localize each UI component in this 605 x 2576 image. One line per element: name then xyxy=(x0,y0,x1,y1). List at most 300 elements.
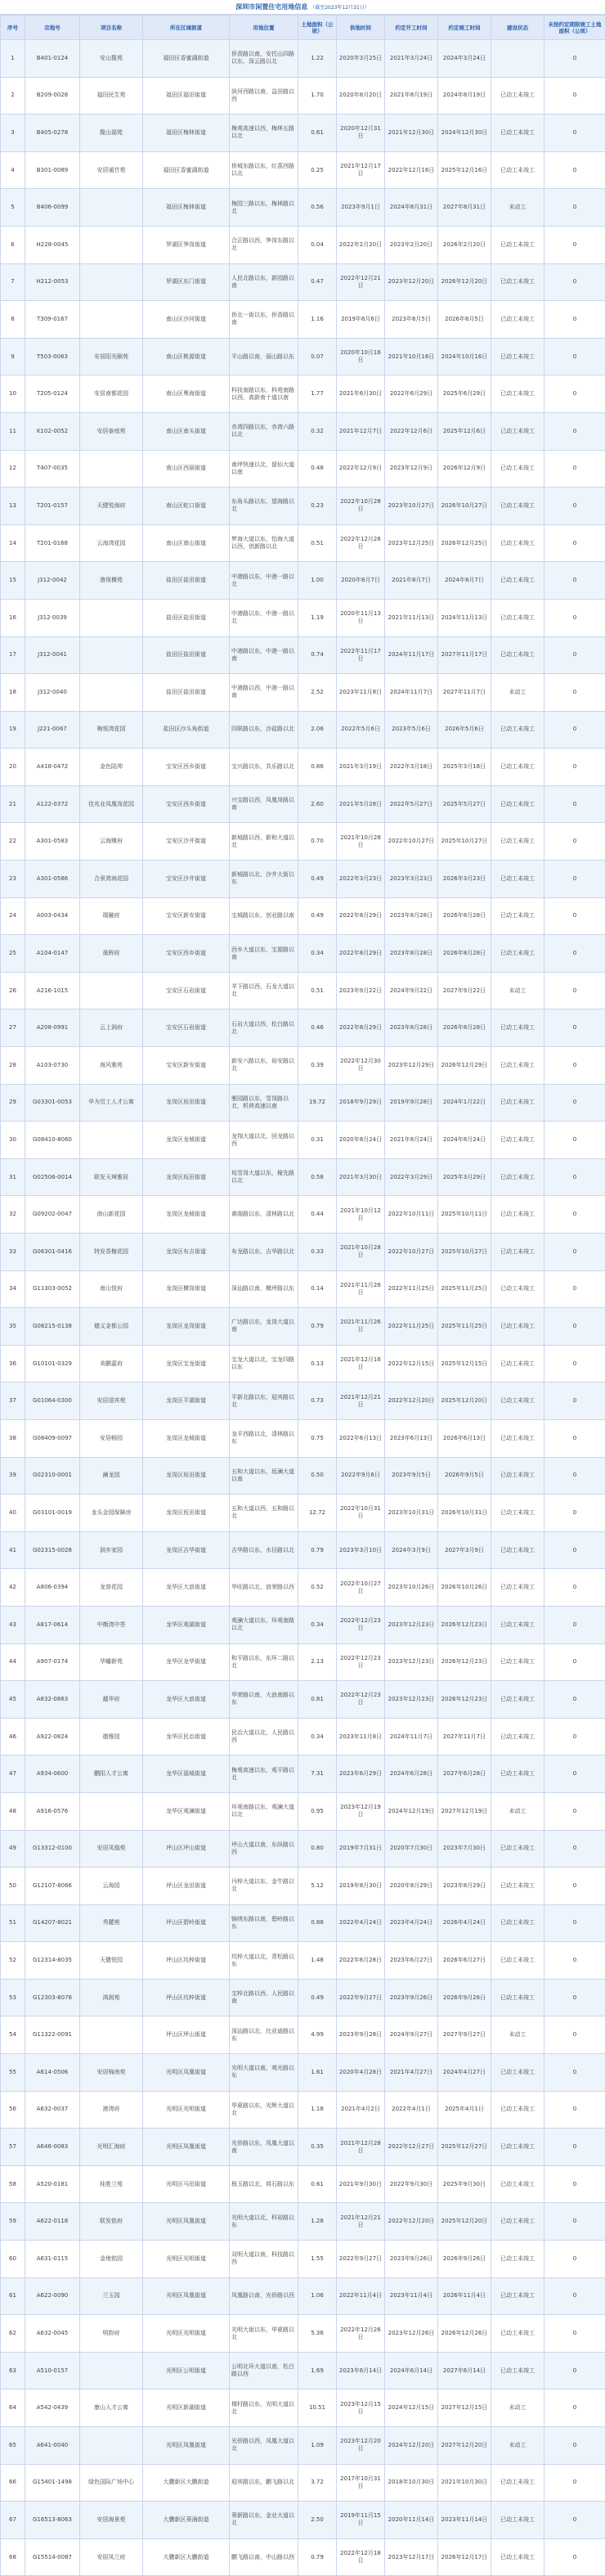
cell-finish: 2024年4月27日 xyxy=(438,2054,491,2092)
cell-start: 2023年12月23日 xyxy=(385,1606,438,1643)
cell-overdue: 0 xyxy=(544,2502,605,2539)
cell-area: 0.07 xyxy=(298,338,337,375)
cell-finish: 2027年9月27日 xyxy=(438,2016,491,2054)
cell-start: 2024年6月14日 xyxy=(385,2352,438,2389)
cell-project: 云海园 xyxy=(80,1868,143,1905)
cell-finish: 2026年12月17日 xyxy=(438,2538,491,2576)
cell-area: 0.49 xyxy=(298,897,337,935)
cell-supply: 2023年11月8日 xyxy=(337,1718,385,1756)
cell-supply: 2022年12月23日 xyxy=(337,1681,385,1719)
cell-no: 38 xyxy=(1,1419,25,1457)
cell-supply: 2021年3月19日 xyxy=(337,749,385,786)
cell-overdue: 0 xyxy=(544,2241,605,2278)
cell-parcel: A631-0115 xyxy=(25,2241,80,2278)
cell-status: 已动工未竣工 xyxy=(491,1718,544,1756)
cell-status: 已动工未竣工 xyxy=(491,338,544,375)
cell-district: 盐田区盐田街道 xyxy=(143,674,230,712)
cell-no: 5 xyxy=(1,189,25,227)
table-row xyxy=(1,2502,605,2539)
cell-overdue: 0 xyxy=(544,972,605,1009)
cell-finish: 2025年10月27日 xyxy=(438,1234,491,1271)
cell-location: 华夏路以东，光辉大道以北 xyxy=(230,2091,298,2129)
header-area: 土地面积（公顷） xyxy=(298,16,337,40)
cell-location: 光明大道以北，科裕路以东 xyxy=(230,2203,298,2241)
cell-parcel: H228-0045 xyxy=(25,226,80,263)
cell-status: 已动工未竣工 xyxy=(491,1569,544,1607)
cell-parcel: B405-0278 xyxy=(25,115,80,152)
table-row xyxy=(1,1868,605,1905)
cell-project: 越华府 xyxy=(80,1681,143,1719)
cell-project: 天健悦园 xyxy=(80,1942,143,1980)
cell-no: 30 xyxy=(1,1122,25,1159)
cell-district: 龙岗区坂田街道 xyxy=(143,1495,230,1532)
cell-finish: 2026年6月13日 xyxy=(438,1419,491,1457)
table-row xyxy=(1,488,605,525)
cell-location: 葵新路以东，金业大道以北 xyxy=(230,2502,298,2539)
cell-status: 已动工未竣工 xyxy=(491,301,544,339)
cell-area: 0.86 xyxy=(298,749,337,786)
cell-start: 2023年6月13日 xyxy=(385,1419,438,1457)
cell-parcel: T503-0063 xyxy=(25,338,80,375)
cell-district: 盐田区盐田街道 xyxy=(143,636,230,674)
cell-status: 已动工未竣工 xyxy=(491,1234,544,1271)
cell-overdue: 0 xyxy=(544,1495,605,1532)
cell-district: 龙岗区龙岗街道 xyxy=(143,1308,230,1346)
cell-status: 已动工未竣工 xyxy=(491,2352,544,2389)
cell-area: 0.44 xyxy=(298,1196,337,1234)
cell-project: 合景湾海花园 xyxy=(80,861,143,898)
cell-overdue: 0 xyxy=(544,1531,605,1569)
cell-status: 已动工未竣工 xyxy=(491,1868,544,1905)
cell-parcel: T407-0035 xyxy=(25,450,80,488)
cell-district: 龙岗区龙城街道 xyxy=(143,1122,230,1159)
cell-parcel: A510-0157 xyxy=(25,2352,80,2389)
cell-area: 0.50 xyxy=(298,1457,337,1495)
cell-parcel: B406-0099 xyxy=(25,189,80,227)
cell-finish: 2025年10月27日 xyxy=(438,823,491,861)
cell-overdue: 0 xyxy=(544,338,605,375)
cell-supply: 2021年12月16日 xyxy=(337,1345,385,1382)
cell-project: 南山新花园 xyxy=(80,1196,143,1234)
cell-finish: 2026年12月23日 xyxy=(438,1681,491,1719)
cell-project xyxy=(80,301,143,339)
cell-location: 深汕路以南，横坪路以东 xyxy=(230,1270,298,1308)
cell-location: 四联路以东，沙盐路以北 xyxy=(230,711,298,749)
cell-area: 1.48 xyxy=(298,1942,337,1980)
cell-no: 8 xyxy=(1,301,25,339)
cell-no: 44 xyxy=(1,1643,25,1681)
cell-project: 明韵府 xyxy=(80,2315,143,2353)
cell-status: 已动工未竣工 xyxy=(491,1345,544,1382)
table-row xyxy=(1,2016,605,2054)
table-row xyxy=(1,861,605,898)
cell-no: 19 xyxy=(1,711,25,749)
cell-location: 环观南路以东，观澜大道以北 xyxy=(230,1792,298,1830)
cell-start: 2022年6月29日 xyxy=(385,375,438,413)
cell-supply: 2022年12月30日 xyxy=(337,1047,385,1085)
cell-finish: 2027年12月15日 xyxy=(438,2389,491,2427)
cell-finish: 2026年12月23日 xyxy=(438,1606,491,1643)
cell-start: 2022年5月27日 xyxy=(385,785,438,823)
cell-supply: 2021年6月30日 xyxy=(337,375,385,413)
cell-supply: 2023年12月15日 xyxy=(337,2389,385,2427)
cell-overdue: 0 xyxy=(544,151,605,189)
cell-supply: 2023年11月8日 xyxy=(337,674,385,712)
cell-finish: 2025年5月27日 xyxy=(438,785,491,823)
cell-overdue: 0 xyxy=(544,2464,605,2502)
cell-parcel: G03101-0019 xyxy=(25,1495,80,1532)
cell-status: 已动工未竣工 xyxy=(491,263,544,301)
cell-start: 2022年11月25日 xyxy=(385,1270,438,1308)
cell-parcel: G16513-8063 xyxy=(25,2502,80,2539)
cell-overdue: 0 xyxy=(544,1681,605,1719)
cell-location: 观澜大道以东，环观南路以北 xyxy=(230,1606,298,1643)
cell-district: 光明区凤凰街道 xyxy=(143,2427,230,2465)
cell-overdue: 0 xyxy=(544,2165,605,2203)
cell-parcel: J312-0041 xyxy=(25,636,80,674)
cell-no: 61 xyxy=(1,2277,25,2315)
table-row xyxy=(1,1643,605,1681)
cell-status: 已动工未竣工 xyxy=(491,1047,544,1085)
cell-parcel: A907-0174 xyxy=(25,1643,80,1681)
cell-finish: 2024年10月16日 xyxy=(438,338,491,375)
cell-status: 已动工未竣工 xyxy=(491,823,544,861)
cell-start: 2024年8月31日 xyxy=(385,189,438,227)
cell-status: 已动工未竣工 xyxy=(491,1756,544,1793)
cell-area: 1.16 xyxy=(298,301,337,339)
cell-overdue: 0 xyxy=(544,2054,605,2092)
cell-project: 龙头金园保障房 xyxy=(80,1495,143,1532)
cell-supply: 2022年12月23日 xyxy=(337,1643,385,1681)
cell-project: 晟晖府 xyxy=(80,935,143,973)
cell-supply: 2020年10月16日 xyxy=(337,338,385,375)
cell-supply: 2021年9月30日 xyxy=(337,2165,385,2203)
cell-supply: 2021年4月2日 xyxy=(337,2091,385,2129)
cell-parcel: J312-0039 xyxy=(25,599,80,636)
cell-district: 龙华区福城街道 xyxy=(143,1756,230,1793)
cell-finish: 2026年12月23日 xyxy=(438,1643,491,1681)
cell-project xyxy=(80,2352,143,2389)
cell-overdue: 0 xyxy=(544,2427,605,2465)
cell-finish: 2021年10月30日 xyxy=(438,2464,491,2502)
cell-project xyxy=(80,450,143,488)
cell-start: 2023年2月20日 xyxy=(385,226,438,263)
cell-status: 已动工未竣工 xyxy=(491,1270,544,1308)
cell-supply: 2021年10月12日 xyxy=(337,1196,385,1234)
cell-location: 梅观高速以西，梅林五路以北 xyxy=(230,115,298,152)
table-row xyxy=(1,1792,605,1830)
cell-no: 52 xyxy=(1,1942,25,1980)
cell-district: 坪山区坑梓街道 xyxy=(143,1979,230,2016)
cell-no: 1 xyxy=(1,40,25,78)
cell-parcel: G14207-8021 xyxy=(25,1904,80,1942)
cell-project: 龙普花园 xyxy=(80,1569,143,1607)
page-title xyxy=(0,0,605,15)
cell-district: 光明区凤凰街道 xyxy=(143,2129,230,2166)
cell-finish: 2026年6月5日 xyxy=(438,301,491,339)
cell-overdue: 0 xyxy=(544,1345,605,1382)
cell-start: 2023年12月29日 xyxy=(385,1047,438,1085)
cell-overdue: 0 xyxy=(544,524,605,562)
cell-start: 2021年8月24日 xyxy=(385,1122,438,1159)
cell-area: 0.80 xyxy=(298,1830,337,1868)
cell-overdue: 0 xyxy=(544,1830,605,1868)
table-row xyxy=(1,1569,605,1607)
cell-project: 云上润府 xyxy=(80,1009,143,1047)
cell-area: 0.88 xyxy=(298,1904,337,1942)
cell-no: 40 xyxy=(1,1495,25,1532)
cell-no: 60 xyxy=(1,2241,25,2278)
cell-status: 已动工未竣工 xyxy=(491,412,544,450)
cell-no: 26 xyxy=(1,972,25,1009)
table-row xyxy=(1,77,605,115)
table-row xyxy=(1,1979,605,2016)
cell-parcel: J312-0042 xyxy=(25,562,80,600)
table-row xyxy=(1,1606,605,1643)
cell-no: 15 xyxy=(1,562,25,600)
cell-location: 宝梓北路以西，人民路以南 xyxy=(230,1979,298,2016)
cell-district: 大鹏新区葵涌街道 xyxy=(143,2502,230,2539)
cell-location: 龙翔大道以北，回龙路以西 xyxy=(230,1122,298,1159)
cell-location: 坪山大道以南，东纵路以西 xyxy=(230,1830,298,1868)
cell-no: 6 xyxy=(1,226,25,263)
cell-start: 2024年11月17日 xyxy=(385,636,438,674)
cell-parcel: A622-0118 xyxy=(25,2203,80,2241)
cell-location: 宝兴路以东，共乐路以北 xyxy=(230,749,298,786)
table-row xyxy=(1,2352,605,2389)
cell-no: 33 xyxy=(1,1234,25,1271)
cell-overdue: 0 xyxy=(544,1234,605,1271)
cell-overdue: 0 xyxy=(544,40,605,78)
cell-no: 12 xyxy=(1,450,25,488)
cell-no: 35 xyxy=(1,1308,25,1346)
cell-area: 1.55 xyxy=(298,2241,337,2278)
cell-project: 天健悦海府 xyxy=(80,488,143,525)
cell-district: 福田区梅林街道 xyxy=(143,115,230,152)
cell-area: 0.61 xyxy=(298,2165,337,2203)
cell-project: 港视横苑 xyxy=(80,562,143,600)
cell-status: 已动工未竣工 xyxy=(491,2241,544,2278)
cell-location: 深汕路以北，比亚迪路以东 xyxy=(230,2016,298,2054)
cell-project: 安居迎宾苑 xyxy=(80,1382,143,1420)
cell-overdue: 0 xyxy=(544,1942,605,1980)
cell-location: 迎宾路以东，鹏飞路以北 xyxy=(230,2464,298,2502)
cell-location: 光明大街以东，华夏路以北 xyxy=(230,2315,298,2353)
cell-supply: 2022年4月24日 xyxy=(337,1904,385,1942)
cell-status: 已动工未竣工 xyxy=(491,711,544,749)
cell-status: 未动工 xyxy=(491,972,544,1009)
cell-location: 华旺路以北，浪荣路以西 xyxy=(230,1569,298,1607)
cell-start: 2023年12月17日 xyxy=(385,2538,438,2576)
cell-location: 东角头路以东，望海路以北 xyxy=(230,488,298,525)
cell-district: 龙岗区龙城街道 xyxy=(143,1196,230,1234)
cell-status: 已动工未竣工 xyxy=(491,785,544,823)
cell-start: 2024年12月20日 xyxy=(385,2427,438,2465)
cell-status: 已动工未竣工 xyxy=(491,1196,544,1234)
cell-overdue: 0 xyxy=(544,1196,605,1234)
cell-location: 梅园三路以东，梅林路以北 xyxy=(230,189,298,227)
header-overdue: 未按约定期限竣工土地面积（公顷） xyxy=(544,16,605,40)
cell-project xyxy=(80,674,143,712)
cell-parcel: G09202-0047 xyxy=(25,1196,80,1234)
cell-supply: 2021年11月26日 xyxy=(337,1270,385,1308)
cell-location: 广达路以东，龙岗大道以南 xyxy=(230,1308,298,1346)
cell-overdue: 0 xyxy=(544,2091,605,2129)
cell-parcel: A104-0147 xyxy=(25,935,80,973)
cell-district: 光明区凤凰街道 xyxy=(143,2277,230,2315)
cell-start: 2021年11月13日 xyxy=(385,599,438,636)
cell-status: 已动工未竣工 xyxy=(491,861,544,898)
cell-start: 2024年9月27日 xyxy=(385,2016,438,2054)
cell-district: 龙华区大浪街道 xyxy=(143,1681,230,1719)
cell-start: 2023年12月23日 xyxy=(385,1681,438,1719)
cell-start: 2023年10月31日 xyxy=(385,1495,438,1532)
cell-status: 已动工未竣工 xyxy=(491,1122,544,1159)
cell-overdue: 0 xyxy=(544,226,605,263)
cell-no: 13 xyxy=(1,488,25,525)
cell-start: 2021年4月27日 xyxy=(385,2054,438,2092)
cell-parcel: A520-0181 xyxy=(25,2165,80,2203)
cell-overdue: 0 xyxy=(544,1382,605,1420)
cell-parcel: J221-0067 xyxy=(25,711,80,749)
cell-parcel: A301-0586 xyxy=(25,861,80,898)
cell-area: 10.51 xyxy=(298,2389,337,2427)
cell-district: 龙岗区布吉街道 xyxy=(143,1234,230,1271)
cell-location: 公明北环大道以南，松白路以西 xyxy=(230,2352,298,2389)
cell-start: 2022年12月15日 xyxy=(385,1345,438,1382)
cell-overdue: 0 xyxy=(544,2389,605,2427)
cell-overdue: 0 xyxy=(544,189,605,227)
cell-supply: 2023年9月1日 xyxy=(337,189,385,227)
cell-overdue: 0 xyxy=(544,562,605,600)
cell-location: 梅观高速以东，观平路以北 xyxy=(230,1756,298,1793)
cell-status: 未动工 xyxy=(491,2389,544,2427)
table-row xyxy=(1,897,605,935)
cell-no: 68 xyxy=(1,2538,25,2576)
cell-parcel: G15401-1498 xyxy=(25,2464,80,2502)
cell-area: 0.51 xyxy=(298,972,337,1009)
table-row xyxy=(1,1830,605,1868)
cell-location: 中港路以东，中港一路以北 xyxy=(230,599,298,636)
cell-start: 2022年12月20日 xyxy=(385,1382,438,1420)
cell-district: 南山区沙河街道 xyxy=(143,301,230,339)
cell-overdue: 0 xyxy=(544,2129,605,2166)
table-row xyxy=(1,338,605,375)
cell-no: 53 xyxy=(1,1979,25,2016)
cell-area: 0.48 xyxy=(298,450,337,488)
cell-project: 安山揽苑 xyxy=(80,40,143,78)
cell-overdue: 0 xyxy=(544,2277,605,2315)
cell-district: 龙华区大浪街道 xyxy=(143,1569,230,1607)
land-table xyxy=(0,15,605,2576)
cell-parcel: G08410-8060 xyxy=(25,1122,80,1159)
cell-project: 揽山福苑 xyxy=(80,115,143,152)
cell-project: 德雅园 xyxy=(80,1718,143,1756)
cell-overdue: 0 xyxy=(544,749,605,786)
cell-district: 龙岗区吉华街道 xyxy=(143,1531,230,1569)
cell-parcel: G11322-0091 xyxy=(25,2016,80,2054)
cell-finish: 2023年7月30日 xyxy=(438,1830,491,1868)
table-row xyxy=(1,1345,605,1382)
cell-project: 安居锦南苑 xyxy=(80,2054,143,2092)
cell-district: 宝安区新安街道 xyxy=(143,897,230,935)
cell-no: 55 xyxy=(1,2054,25,2092)
cell-status: 已动工未竣工 xyxy=(491,488,544,525)
cell-start: 2021年3月24日 xyxy=(385,40,438,78)
cell-overdue: 0 xyxy=(544,1643,605,1681)
cell-parcel: G15514-0087 xyxy=(25,2538,80,2576)
cell-district: 福田区福田街道 xyxy=(143,77,230,115)
cell-district: 南山区西丽街道 xyxy=(143,450,230,488)
cell-project: 安居通竹苑 xyxy=(80,151,143,189)
table-row xyxy=(1,674,605,712)
table-row xyxy=(1,2129,605,2166)
cell-district: 龙岗区坂田街道 xyxy=(143,1084,230,1122)
cell-status: 已动工未竣工 xyxy=(491,897,544,935)
cell-project: 润乡家园 xyxy=(80,1531,143,1569)
cell-project: 桂胜兰苑 xyxy=(80,2165,143,2203)
table-row xyxy=(1,1495,605,1532)
cell-supply: 2020年3月25日 xyxy=(337,40,385,78)
cell-no: 31 xyxy=(1,1158,25,1196)
table-row xyxy=(1,1756,605,1793)
cell-area: 0.32 xyxy=(298,412,337,450)
cell-no: 46 xyxy=(1,1718,25,1756)
cell-location: 侨香路以南，安托山四路以东，深云路以北 xyxy=(230,40,298,78)
cell-project: 兰玉园 xyxy=(80,2277,143,2315)
cell-project: 康山人才公寓 xyxy=(80,2389,143,2427)
table-row xyxy=(1,2054,605,2092)
cell-area: 1.61 xyxy=(298,2054,337,2092)
cell-district: 宝安区西乡街道 xyxy=(143,935,230,973)
cell-overdue: 0 xyxy=(544,1419,605,1457)
cell-area: 12.72 xyxy=(298,1495,337,1532)
cell-area: 0.33 xyxy=(298,1234,337,1271)
cell-parcel: B401-0124 xyxy=(25,40,80,78)
cell-finish: 2026年8月28日 xyxy=(438,935,491,973)
cell-finish: 2026年12月29日 xyxy=(438,1047,491,1085)
cell-status: 已动工未竣工 xyxy=(491,2054,544,2092)
cell-overdue: 0 xyxy=(544,2352,605,2389)
cell-no: 29 xyxy=(1,1084,25,1122)
cell-parcel: G11303-0052 xyxy=(25,1270,80,1308)
table-row xyxy=(1,1718,605,1756)
cell-overdue: 0 xyxy=(544,1718,605,1756)
table-row xyxy=(1,749,605,786)
cell-location: 赤湾四路以东，赤湾六路以北 xyxy=(230,412,298,450)
cell-status: 已动工未竣工 xyxy=(491,1308,544,1346)
cell-finish: 2026年9月5日 xyxy=(438,1457,491,1495)
cell-overdue: 0 xyxy=(544,1868,605,1905)
table-row xyxy=(1,2315,605,2353)
table-row xyxy=(1,1904,605,1942)
cell-project: 鹏阳人才公寓 xyxy=(80,1756,143,1793)
cell-finish: 2027年11月7日 xyxy=(438,1718,491,1756)
cell-no: 17 xyxy=(1,636,25,674)
cell-district: 坪山区坑梓街道 xyxy=(143,1942,230,1980)
cell-start: 2020年8月29日 xyxy=(385,1868,438,1905)
cell-start: 2021年12月30日 xyxy=(385,115,438,152)
cell-project: 海风雅苑 xyxy=(80,1047,143,1085)
cell-area: 7.31 xyxy=(298,1756,337,1793)
cell-supply: 2021年5月28日 xyxy=(337,785,385,823)
cell-finish: 2026年10月26日 xyxy=(438,1569,491,1607)
cell-supply: 2023年12月19日 xyxy=(337,1792,385,1830)
cell-project: 佳兆业凤凰岗花园 xyxy=(80,785,143,823)
cell-area: 0.47 xyxy=(298,263,337,301)
table-row xyxy=(1,226,605,263)
cell-no: 63 xyxy=(1,2352,25,2389)
